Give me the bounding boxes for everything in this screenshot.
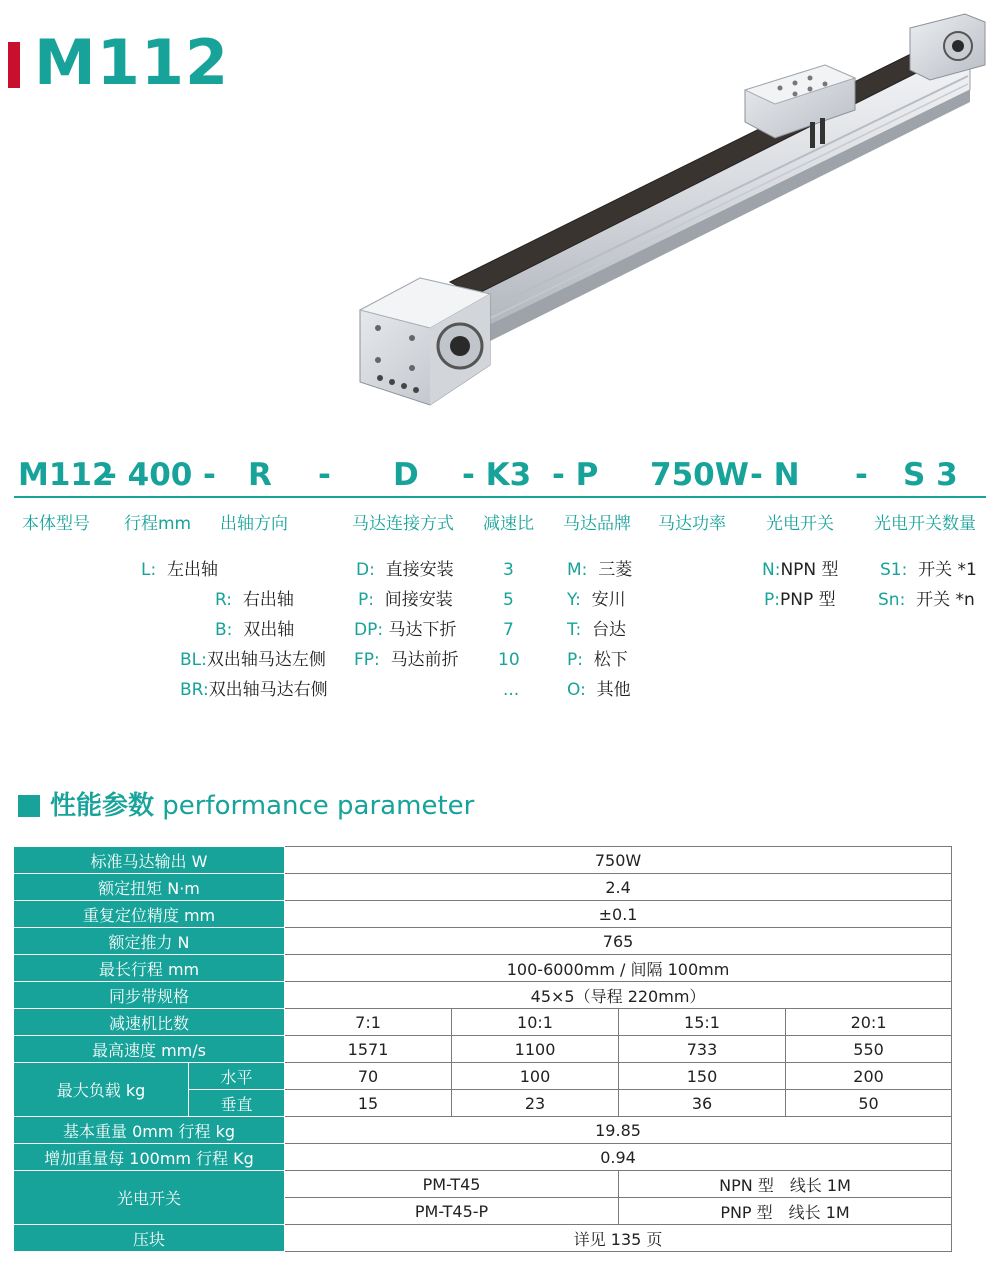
table-row [14, 1225, 952, 1252]
header-switch: 光电开关 [766, 514, 834, 534]
header-brand: 马达品牌 [563, 514, 631, 534]
cell: 100 [452, 1063, 619, 1090]
header-body-model: 本体型号 [22, 514, 90, 534]
table-row [14, 1117, 952, 1144]
row-value: ±0.1 [285, 901, 952, 928]
option-brand-t: T: 台达 [567, 620, 627, 640]
code-switch: - N [750, 457, 800, 493]
row-value: 750W [285, 847, 952, 874]
cell: 10:1 [452, 1009, 619, 1036]
table-row [14, 1036, 952, 1063]
option-shaft-br: BR:双出轴马达右侧 [180, 680, 328, 700]
table-row [14, 1171, 952, 1198]
row-value: 详见 135 页 [285, 1225, 952, 1252]
option-shaft-l: L: 左出轴 [140, 560, 218, 580]
cell: 550 [786, 1036, 952, 1063]
code-power: 750W [650, 457, 749, 493]
table-row [14, 928, 952, 955]
cell: 150 [619, 1063, 786, 1090]
option-connection-fp: FP: 马达前折 [354, 650, 459, 670]
row-value: 0.94 [285, 1144, 952, 1171]
cell: PNP 型 线长 1M [619, 1198, 952, 1225]
cell: 70 [285, 1063, 452, 1090]
table-row [14, 1009, 952, 1036]
table-row [14, 1144, 952, 1171]
row-label: 减速机比数 [14, 1009, 285, 1036]
option-ratio: ... [503, 680, 520, 700]
sub-label: 垂直 [189, 1090, 285, 1117]
code-dash: - [203, 457, 216, 493]
row-label: 额定推力 N [14, 928, 285, 955]
cell: 1571 [285, 1036, 452, 1063]
cell: 15 [285, 1090, 452, 1117]
option-switch-count-s1: S1: 开关 *1 [880, 560, 977, 580]
table-row [14, 955, 952, 982]
option-switch-p: P:PNP 型 [764, 590, 836, 610]
option-brand-p: P: 松下 [567, 650, 628, 670]
option-brand-o: O: 其他 [567, 680, 631, 700]
code-underline [14, 496, 986, 498]
sub-label: 水平 [189, 1063, 285, 1090]
code-dash: - [855, 457, 868, 493]
cell: 23 [452, 1090, 619, 1117]
row-value: 100-6000mm / 间隔 100mm [285, 955, 952, 982]
code-body-model: M112 [18, 457, 114, 493]
cell: 7:1 [285, 1009, 452, 1036]
option-switch-n: N:NPN 型 [762, 560, 839, 580]
header-power: 马达功率 [658, 514, 726, 534]
header-connection: 马达连接方式 [352, 514, 454, 534]
product-image [350, 10, 1000, 420]
row-label: 额定扭矩 N·m [14, 874, 285, 901]
section-marker [18, 795, 40, 817]
page-title: M112 [34, 26, 230, 99]
option-connection-dp: DP: 马达下折 [354, 620, 457, 640]
cell: 200 [786, 1063, 952, 1090]
table-row [14, 874, 952, 901]
cell: 15:1 [619, 1009, 786, 1036]
code-ratio: - K3 [462, 457, 532, 493]
code-connection: D [393, 457, 419, 493]
code-stroke: - 400 [104, 457, 193, 493]
cell: 50 [786, 1090, 952, 1117]
option-shaft-r: R: 右出轴 [215, 590, 294, 610]
table-row [14, 982, 952, 1009]
row-label: 同步带规格 [14, 982, 285, 1009]
code-brand: - P [552, 457, 599, 493]
option-ratio: 7 [503, 620, 514, 640]
row-label: 最长行程 mm [14, 955, 285, 982]
option-shaft-bl: BL:双出轴马达左侧 [180, 650, 326, 670]
code-switch-count: S 3 [903, 457, 958, 493]
cell: PM-T45-P [285, 1198, 619, 1225]
performance-table [13, 846, 952, 1252]
option-switch-count-sn: Sn: 开关 *n [878, 590, 975, 610]
code-shaft: R [248, 457, 272, 493]
title-accent-bar [8, 42, 20, 88]
cell: 733 [619, 1036, 786, 1063]
section-title: 性能参数 performance parameter [50, 791, 475, 821]
option-connection-d: D: 直接安装 [356, 560, 454, 580]
table-row [14, 901, 952, 928]
cell: NPN 型 线长 1M [619, 1171, 952, 1198]
row-label: 最大负载 kg [14, 1063, 189, 1117]
cell: PM-T45 [285, 1171, 619, 1198]
row-value: 765 [285, 928, 952, 955]
option-ratio: 3 [503, 560, 514, 580]
row-label: 重复定位精度 mm [14, 901, 285, 928]
cell: 20:1 [786, 1009, 952, 1036]
header-shaft: 出轴方向 [220, 514, 288, 534]
code-dash: - [318, 457, 331, 493]
row-label: 压块 [14, 1225, 285, 1252]
option-shaft-b: B: 双出轴 [215, 620, 295, 640]
cell: 1100 [452, 1036, 619, 1063]
option-brand-m: M: 三菱 [567, 560, 633, 580]
option-ratio: 10 [498, 650, 520, 670]
row-value: 19.85 [285, 1117, 952, 1144]
model-code [0, 452, 1000, 498]
table-row [14, 1063, 952, 1090]
table-row [14, 847, 952, 874]
header-ratio: 减速比 [483, 514, 534, 534]
row-label: 增加重量每 100mm 行程 Kg [14, 1144, 285, 1171]
row-label: 基本重量 0mm 行程 kg [14, 1117, 285, 1144]
option-connection-p: P: 间接安装 [358, 590, 453, 610]
row-label: 标准马达输出 W [14, 847, 285, 874]
row-label: 光电开关 [14, 1171, 285, 1225]
option-brand-y: Y: 安川 [567, 590, 626, 610]
header-switch-count: 光电开关数量 [874, 514, 976, 534]
row-value: 45×5（导程 220mm） [285, 982, 952, 1009]
cell: 36 [619, 1090, 786, 1117]
row-label: 最高速度 mm/s [14, 1036, 285, 1063]
row-value: 2.4 [285, 874, 952, 901]
header-stroke: 行程mm [124, 514, 192, 534]
option-ratio: 5 [503, 590, 514, 610]
